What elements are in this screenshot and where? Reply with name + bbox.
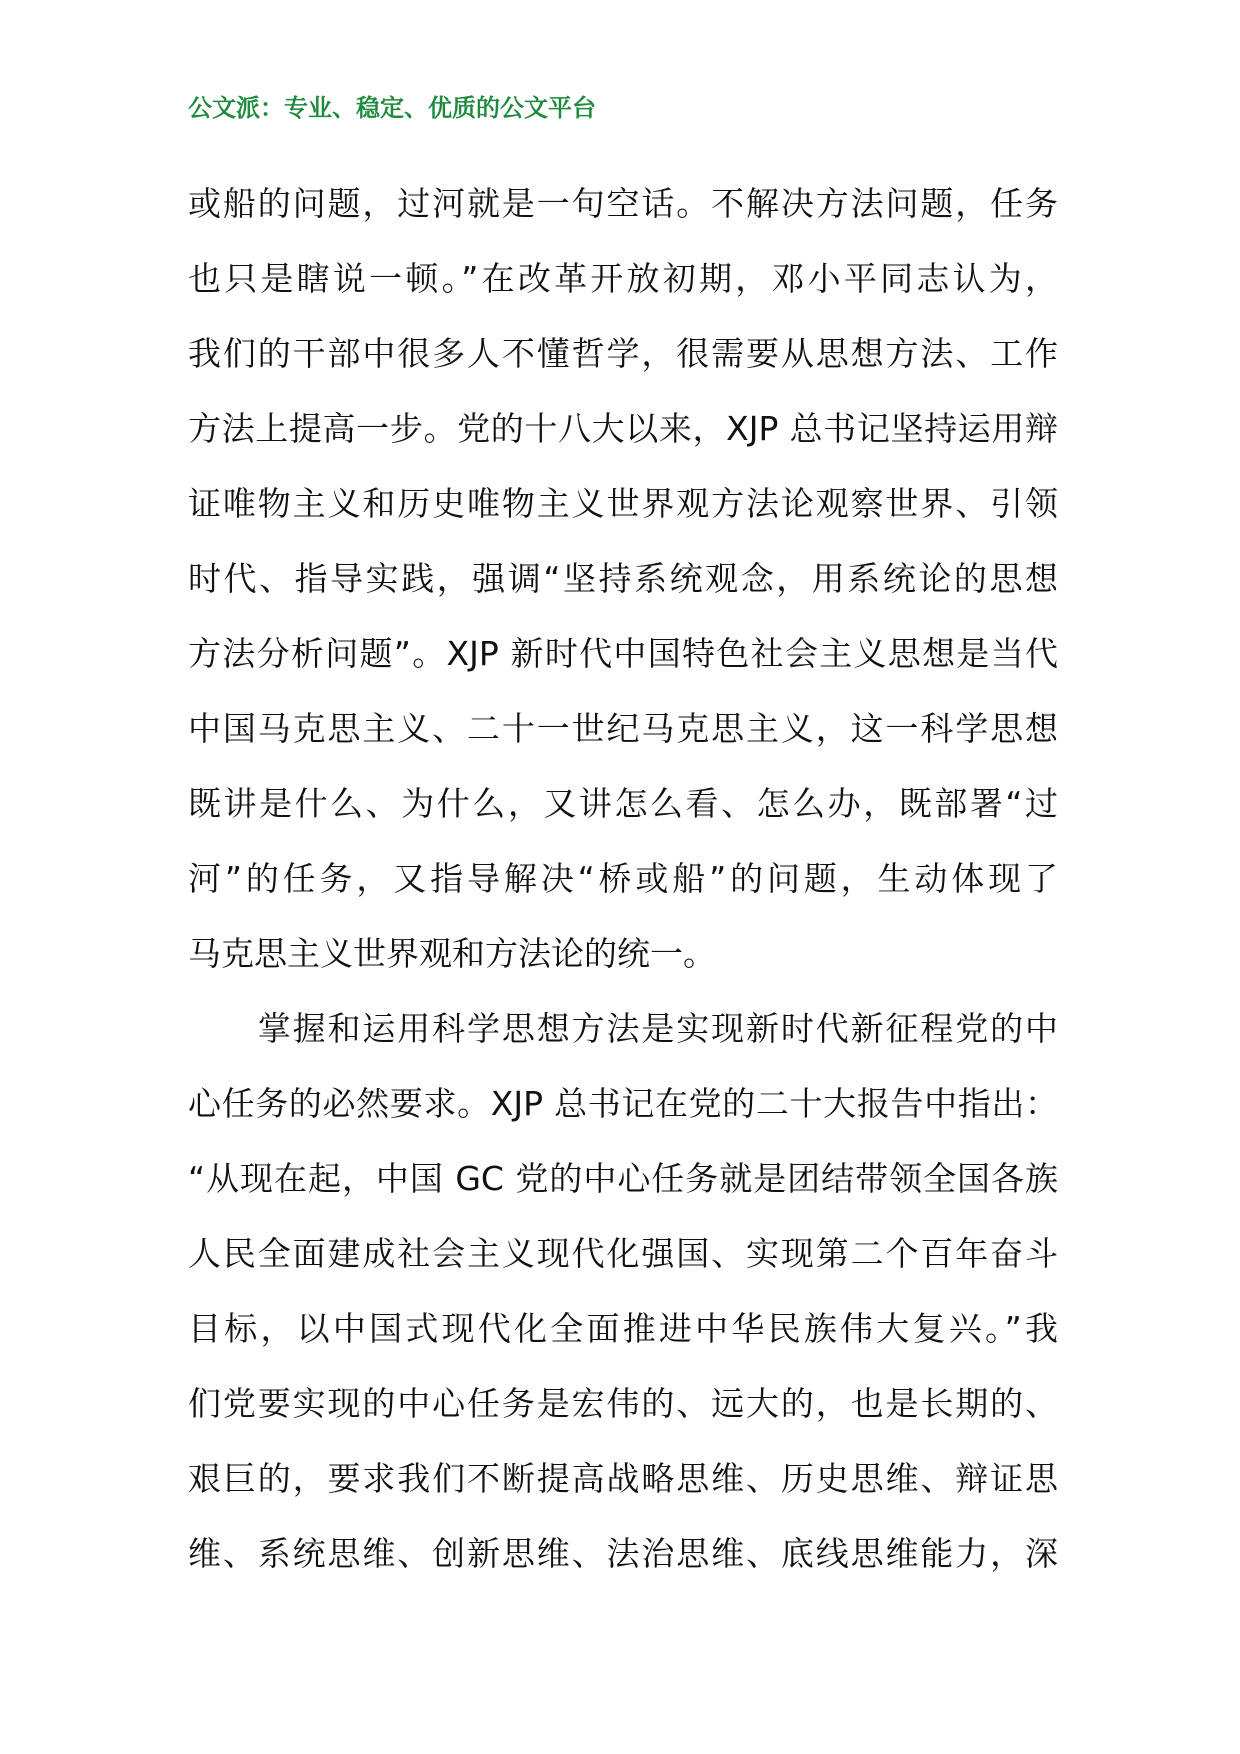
text-line: 马克思主义世界观和方法论的统一。 <box>188 934 716 973</box>
text-line: 我们的干部中很多人不懂哲学，很需要从思想方法、工作 <box>188 334 1058 373</box>
text-line: 掌握和运用科学思想方法是实现新时代新征程党的中 <box>188 1009 1058 1048</box>
text-line: 方法分析问题”。XJP 新时代中国特色社会主义思想是当代 <box>188 634 1058 673</box>
text-line: “从现在起，中国 GC 党的中心任务就是团结带领全国各族 <box>188 1159 1058 1198</box>
text-line: 河”的任务，又指导解决“桥或船”的问题，生动体现了 <box>188 859 1058 898</box>
document-body <box>188 166 1058 1591</box>
text-line: 目标，以中国式现代化全面推进中华民族伟大复兴。”我 <box>188 1309 1058 1348</box>
paragraph-2 <box>188 991 1058 1591</box>
text-line: 证唯物主义和历史唯物主义世界观方法论观察世界、引领 <box>188 484 1058 523</box>
text-line: 时代、指导实践，强调“坚持系统观念，用系统论的思想 <box>188 559 1058 598</box>
paragraph-1 <box>188 166 1058 991</box>
text-line: 艰巨的，要求我们不断提高战略思维、历史思维、辩证思 <box>188 1459 1058 1498</box>
text-line: 人民全面建成社会主义现代化强国、实现第二个百年奋斗 <box>188 1234 1058 1273</box>
site-banner: 公文派：专业、稳定、优质的公文平台 <box>188 94 596 122</box>
text-line: 既讲是什么、为什么，又讲怎么看、怎么办，既部署“过 <box>188 784 1058 823</box>
text-line: 也只是瞎说一顿。”在改革开放初期，邓小平同志认为， <box>188 259 1058 298</box>
text-line: 中国马克思主义、二十一世纪马克思主义，这一科学思想 <box>188 709 1058 748</box>
text-line: 方法上提高一步。党的十八大以来，XJP 总书记坚持运用辩 <box>188 409 1058 448</box>
text-line: 维、系统思维、创新思维、法治思维、底线思维能力，深 <box>188 1534 1058 1573</box>
text-line: 或船的问题，过河就是一句空话。不解决方法问题，任务 <box>188 184 1058 223</box>
text-line: 心任务的必然要求。XJP 总书记在党的二十大报告中指出： <box>188 1084 1058 1123</box>
text-line: 们党要实现的中心任务是宏伟的、远大的，也是长期的、 <box>188 1384 1058 1423</box>
